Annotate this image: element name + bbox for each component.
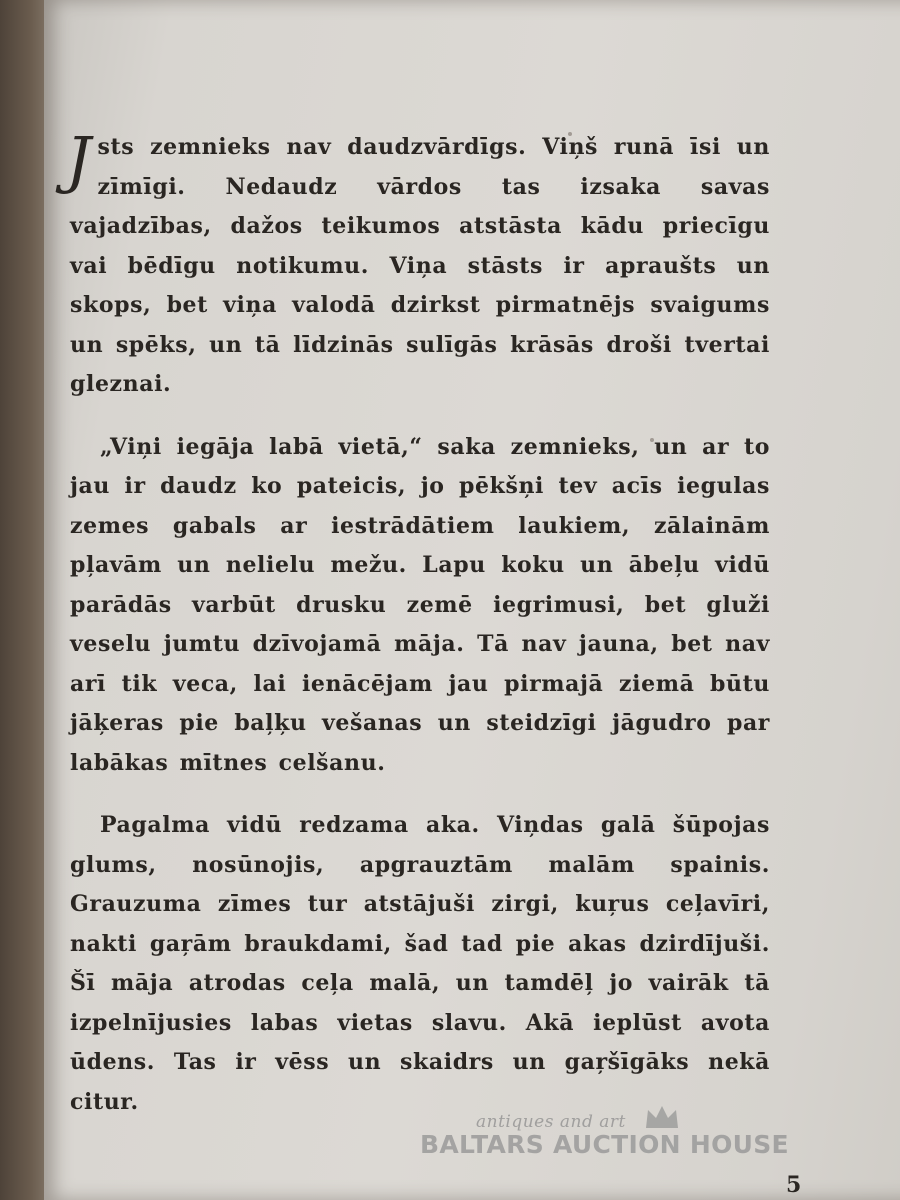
body-text [66,123,770,1122]
watermark-brand: BALTARS AUCTION HOUSE [420,1130,789,1159]
paragraph-1 [66,123,770,405]
paragraph-1-text: sts zemnieks nav daudzvārdīgs. Viņš runā īsi un zīmīgi. Nedaudz vārdos tas izsaka savas vajadzības, dažos teikumos atstāsta kādu priecīgu vai bēdīgu notikumu. Viņa stāsts ir apraušts un skops, bet viņa valodā dzirkst pirmatnējs svaigums un spēks, un tā līdzinās sulīgās krāsās droši tvertai gleznai. [70,134,770,397]
drop-cap: J [66,123,92,196]
paragraph-2: „Viņi iegāja labā vietā,“ saka zemnieks, un ar to jau ir daudz ko pateicis, jo pēkšņi tev acīs iegulas zemes gabals ar iestrādātiem laukiem, zālainām pļavām un nelielu mežu. Lapu koku un ābeļu vidū parādās varbūt drusku zemē iegrimusi, bet gluži veselu jumtu dzīvojamā māja. Tā nav jauna, bet nav arī tik veca, lai ienācējam jau pirmajā ziemā būtu jāķeras pie baļķu vešanas un steidzīgi jāgudro par labākas mītnes celšanu. [70,433,770,776]
watermark-tagline: antiques and art [476,1112,626,1132]
paragraph-3: Pagalma vidū redzama aka. Viņdas galā šūpojas glums, nosūnojis, apgrauztām malām spainis. Grauzuma zīmes tur atstājuši zirgi, kuŗus ceļavīri, nakti gaŗām braukdami, šad tad pie akas dzirdījuši. Šī māja atrodas ceļa malā, un tamdēļ jo vairāk tā izpelnījusies labas vietas slavu. Akā ieplūst avota ūdens. Tas ir vēss un skaidrs un gaŗšīgāks nekā citur. [70,812,770,1115]
page-number: 5 [786,1172,802,1198]
